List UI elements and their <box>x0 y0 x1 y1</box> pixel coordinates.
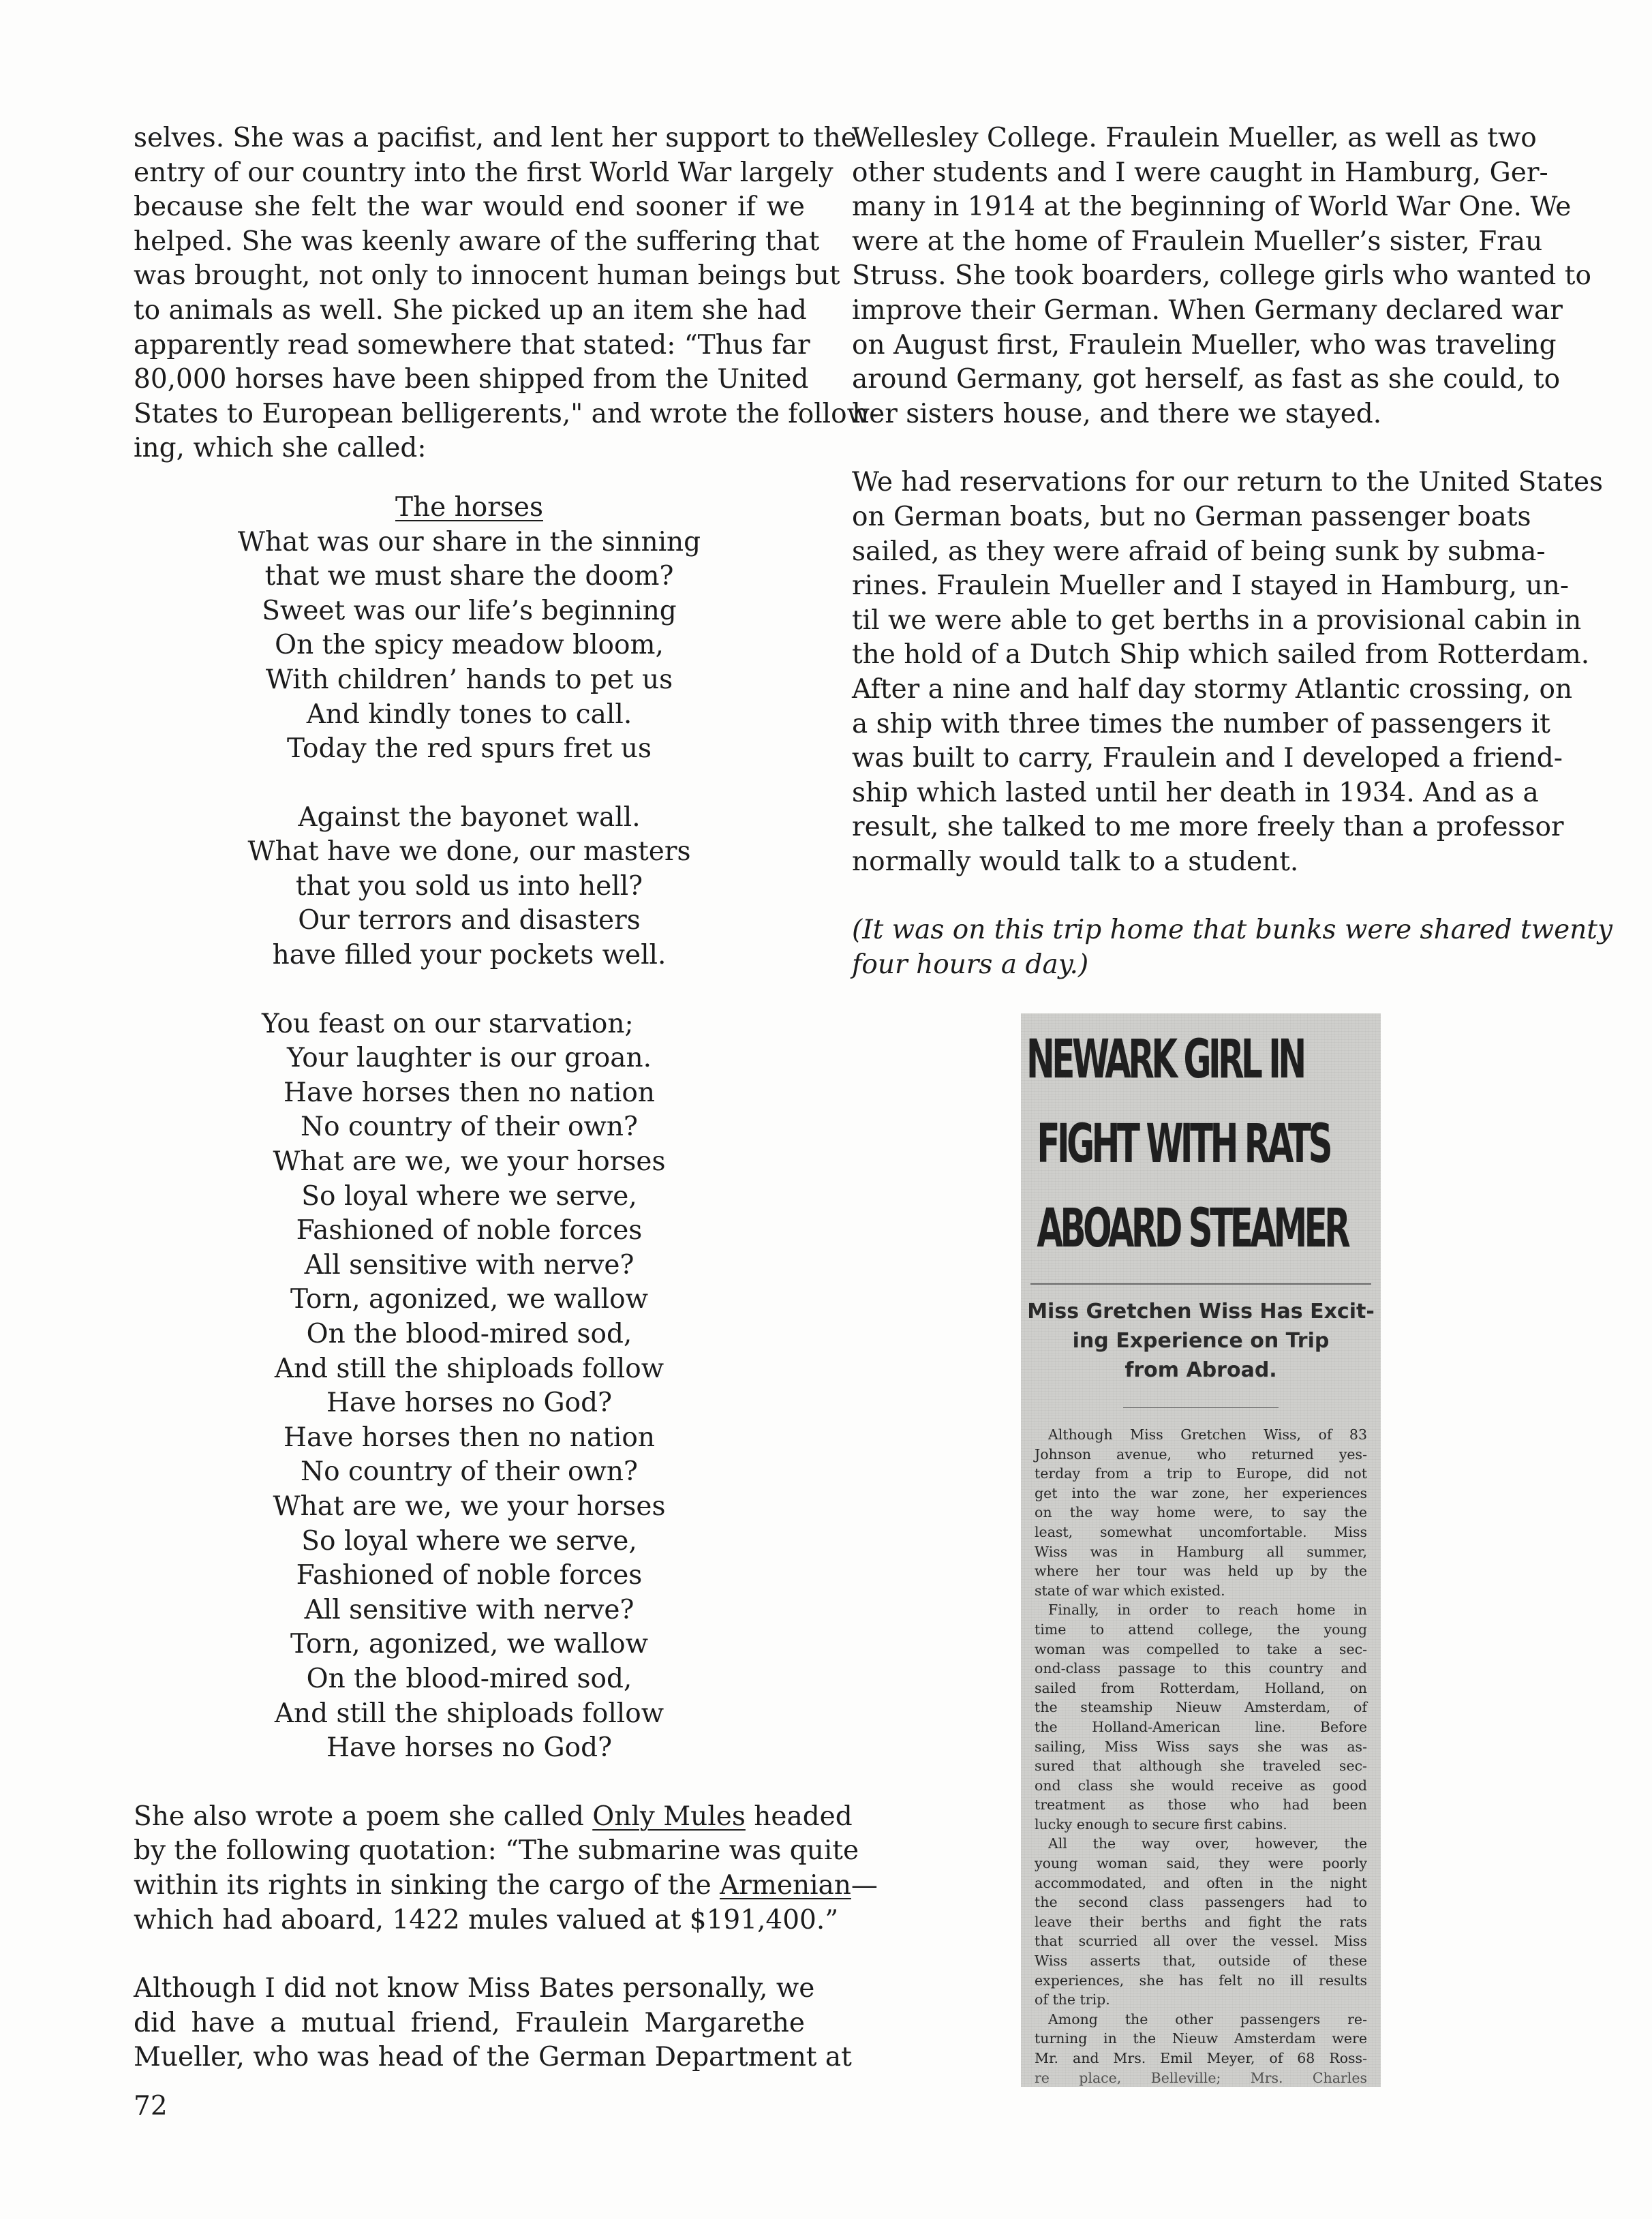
text-line: selves. She was a pacifist, and lent her support to the <box>134 123 857 153</box>
poem-line: Today the red spurs fret us <box>287 733 652 765</box>
poem-line: What are we, we your horses <box>273 1490 666 1522</box>
text-line: States to European belligerents," and wrote the follow- <box>134 398 879 429</box>
text-line: were at the home of Fraulein Mueller’s sister, Frau <box>852 226 1543 257</box>
text-line: around Germany, got herself, as fast as she could, to <box>852 364 1561 395</box>
text-line: improve their German. When Germany declared war <box>852 294 1563 326</box>
poem-line: Your laughter is our groan. <box>286 1043 652 1074</box>
clipping-line: woman was compelled to take a sec- <box>1035 1640 1367 1657</box>
text-line: 80,000 horses have been shipped from the United <box>134 364 809 395</box>
clipping-line: the steamship Nieuw Amsterdam, of <box>1035 1699 1367 1716</box>
editor-note <box>852 913 1612 982</box>
text-line: on August first, Fraulein Mueller, who was traveling <box>852 329 1557 361</box>
poem-line: What have we done, our masters <box>247 836 691 868</box>
poem-line: Have horses no God? <box>326 1388 613 1419</box>
subhead-line: Miss Gretchen Wiss Has Excit- <box>1027 1300 1375 1323</box>
mules-paragraph <box>134 1800 878 1938</box>
clipping-line: lucky enough to secure first cabins. <box>1035 1816 1287 1833</box>
poem-line: Fashioned of noble forces <box>296 1560 643 1591</box>
clipping-line: leave their berths and fight the rats <box>1035 1913 1367 1930</box>
clipping-line: accommodated, and often in the night <box>1035 1874 1367 1891</box>
clipping-line: Although Miss Gretchen Wiss, of 83 <box>1048 1426 1367 1443</box>
poem-line: What are we, we your horses <box>273 1146 666 1178</box>
page-number: 72 <box>134 2091 168 2122</box>
poem-line: So loyal where we serve, <box>301 1525 637 1557</box>
clipping-line: Finally, in order to reach home in <box>1048 1602 1367 1619</box>
poem-line: All sensitive with nerve? <box>304 1594 634 1625</box>
clipping-divider <box>1123 1407 1279 1408</box>
text-line: which had aboard, 1422 mules valued at $191,400.” <box>134 1904 839 1935</box>
text-line: other students and I were caught in Hamburg, Ger- <box>852 157 1548 188</box>
clipping-line: least, somewhat uncomfortable. Miss <box>1035 1523 1367 1540</box>
text-line: Mueller, who was head of the German Department at <box>134 2042 852 2073</box>
text-line: to animals as well. She picked up an item she had <box>134 294 807 326</box>
poem-line: On the blood-mired sod, <box>306 1319 632 1349</box>
text-line: til we were able to get berths in a provisional cabin in <box>852 605 1582 636</box>
clipping-divider <box>1030 1283 1371 1285</box>
poem-line: that we must share the doom? <box>264 561 674 592</box>
clipping-line: state of war which existed. <box>1035 1582 1225 1599</box>
text-line: result, she talked to me more freely than a professor <box>852 812 1564 843</box>
clipping-line: Among the other passengers re- <box>1048 2010 1367 2027</box>
poem-line: Have horses then no nation <box>283 1422 655 1453</box>
poem-line: On the spicy meadow bloom, <box>275 630 664 661</box>
text-line: on German boats, but no German passenger boats <box>852 501 1531 532</box>
clipping-line: ond class she would receive as good <box>1035 1777 1367 1794</box>
headline-line: NEWARK GIRL IN <box>1026 1029 1304 1090</box>
text-line: rines. Fraulein Mueller and I stayed in Hamburg, un- <box>852 570 1570 602</box>
clipping-line: Wiss asserts that, outside of these <box>1035 1953 1367 1970</box>
text-line: entry of our country into the first World War largely <box>134 157 833 188</box>
poem-line: Against the bayonet wall. <box>298 801 641 833</box>
clipping-line: treatment as those who had been <box>1035 1796 1367 1814</box>
poem-line: Have horses then no nation <box>283 1077 655 1108</box>
clipping-line: that scurried all over the vessel. Miss <box>1035 1933 1367 1950</box>
poem-line: No country of their own? <box>301 1456 638 1488</box>
clipping-line: turning in the Nieuw Amsterdam were <box>1035 2030 1367 2047</box>
clipping-line: experiences, she has felt no ill results <box>1035 1972 1367 1989</box>
poem-line: that you sold us into hell? <box>295 870 643 902</box>
poem-line: And kindly tones to call. <box>306 699 632 730</box>
clipping-line: sured that although she traveled sec- <box>1035 1758 1367 1775</box>
clipping-line: where her tour was held up by the <box>1035 1563 1367 1580</box>
poem-line: What was our share in the sinning <box>237 526 701 557</box>
text-line: Wellesley College. Fraulein Mueller, as well as two <box>852 123 1537 153</box>
clipping-line: of the trip. <box>1035 1991 1110 2008</box>
text-line: the hold of a Dutch Ship which sailed from Rotterdam. <box>852 639 1590 671</box>
text-line: Although I did not know Miss Bates personally, we <box>134 1973 815 2004</box>
text-line: was built to carry, Fraulein and I developed a friend- <box>852 743 1563 774</box>
text-line: because she felt the war would end sooner if we <box>134 192 805 223</box>
poem-line: And still the shiploads follow <box>274 1353 664 1384</box>
poem-line: Fashioned of noble forces <box>296 1215 643 1246</box>
ship-name-armenian: Armenian <box>720 1869 851 1901</box>
mueller-paragraph <box>134 1972 852 2075</box>
mules-text: She also wrote a poem she called <box>134 1801 593 1832</box>
text-line: sailed, as they were afraid of being sunk by subma- <box>852 536 1546 567</box>
poem-line: Torn, agonized, we wallow <box>290 1284 648 1315</box>
clipping-line: the second class passengers had to <box>1035 1894 1367 1911</box>
left-column <box>134 121 879 2075</box>
text-line: helped. She was keenly aware of the suffering that <box>134 226 820 257</box>
headline-line: FIGHT WITH RATS <box>1037 1114 1330 1175</box>
text-line: ing, which she called: <box>134 433 427 464</box>
text-line: four hours a day.) <box>852 949 1089 981</box>
poem-line: Torn, agonized, we wallow <box>290 1629 648 1660</box>
clipping-line: the Holland-American line. Before <box>1035 1718 1367 1735</box>
clipping-line: sailing, Miss Wiss says she was as- <box>1035 1738 1367 1755</box>
return-paragraph <box>852 465 1604 879</box>
text-line: many in 1914 at the beginning of World War One. We <box>852 192 1572 223</box>
poem-the-horses <box>134 491 805 1766</box>
subhead-line: ing Experience on Trip <box>1072 1329 1330 1353</box>
subhead-line: from Abroad. <box>1125 1358 1277 1382</box>
text-line: We had reservations for our return to the United States <box>852 467 1604 498</box>
text-line: a ship with three times the number of passengers it <box>852 708 1550 739</box>
headline-line: ABOARD STEAMER <box>1037 1198 1348 1259</box>
clipping-line: time to attend college, the young <box>1035 1621 1367 1638</box>
clipping-line: on the way home were, to say the <box>1035 1504 1367 1521</box>
poem-line: So loyal where we serve, <box>301 1180 637 1212</box>
clipping-line: re place, Belleville; Mrs. Charles <box>1035 2069 1367 2086</box>
text-line: normally would talk to a student. <box>852 846 1299 877</box>
clipping-line: All the way over, however, the <box>1048 1835 1367 1852</box>
text-line: was brought, not only to innocent human beings but <box>134 260 840 292</box>
mules-text: headed <box>745 1801 853 1832</box>
poem-line: And still the shiploads follow <box>274 1698 664 1729</box>
clipping-line: Mr. and Mrs. Emil Meyer, of 68 Ross- <box>1035 2050 1367 2066</box>
clipping-line: ond-class passage to this country and <box>1035 1660 1367 1677</box>
text-line <box>134 1800 853 1835</box>
mules-text: within its rights in sinking the cargo of the <box>134 1869 720 1901</box>
poem-line: have filled your pockets well. <box>272 940 667 971</box>
clipping-line: get into the war zone, her experiences <box>1035 1484 1367 1501</box>
clipping-headline <box>1026 1017 1375 1271</box>
poem-line: No country of their own? <box>301 1112 638 1143</box>
poem-line: On the blood-mired sod, <box>306 1663 632 1694</box>
text-line <box>134 1869 878 1903</box>
text-line: ship which lasted until her death in 1934. And as a <box>852 777 1539 808</box>
text-line: her sisters house, and there we stayed. <box>852 398 1382 429</box>
clipping-subhead <box>1021 1297 1381 1385</box>
poem-line: Our terrors and disasters <box>298 905 641 936</box>
text-line: by the following quotation: “The submarine was quite <box>134 1835 859 1867</box>
clipping-line: Wiss was in Hamburg all summer, <box>1035 1543 1367 1560</box>
right-column <box>852 121 1612 983</box>
mules-text: — <box>851 1869 878 1901</box>
intro-paragraph <box>134 121 879 466</box>
poem-line: With children’ hands to pet us <box>265 664 673 695</box>
text-line: After a nine and half day stormy Atlantic crossing, on <box>852 673 1573 705</box>
text-line: apparently read somewhere that stated: “Thus far <box>134 329 810 361</box>
newspaper-clipping <box>1021 1013 1381 2087</box>
clipping-line: Johnson avenue, who returned yes- <box>1035 1445 1367 1463</box>
poem-line: All sensitive with nerve? <box>304 1249 634 1281</box>
clipping-line: terday from a trip to Europe, did not <box>1035 1465 1367 1482</box>
hamburg-paragraph <box>852 121 1591 431</box>
clipping-line: young woman said, they were poorly <box>1035 1855 1367 1872</box>
clipping-line: sailed from Rotterdam, Holland, on <box>1035 1679 1367 1696</box>
text-line: (It was on this trip home that bunks were shared twenty <box>852 915 1612 946</box>
poem-title: The horses <box>395 491 543 523</box>
clipping-body <box>1035 1425 1367 2087</box>
poem-title-only-mules: Only Mules <box>592 1801 746 1832</box>
text-line: did have a mutual friend, Fraulein Margarethe <box>134 2007 805 2038</box>
text-line: Struss. She took boarders, college girls who wanted to <box>852 260 1591 292</box>
poem-line: You feast on our starvation; <box>262 1008 634 1039</box>
poem-line: Sweet was our life’s beginning <box>262 595 677 626</box>
poem-line: Have horses no God? <box>326 1732 613 1764</box>
